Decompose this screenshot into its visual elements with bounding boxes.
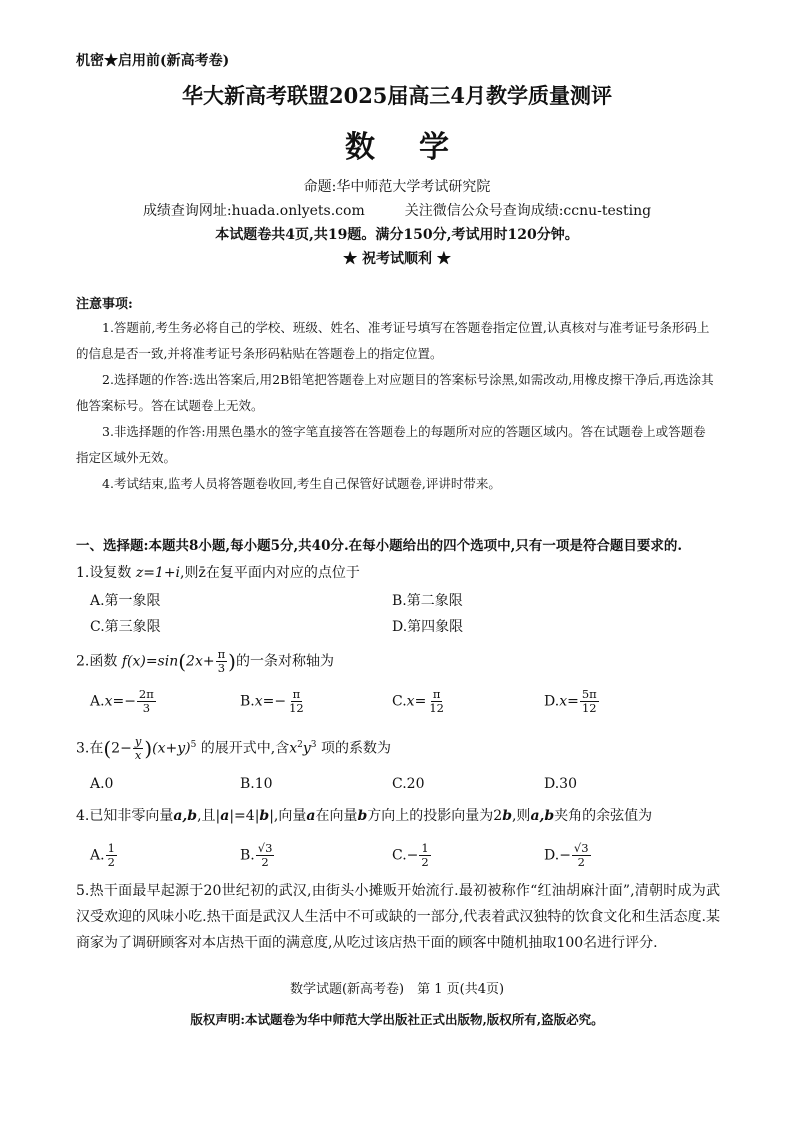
notice-item: 3.非选择题的作答:用黑色墨水的签字笔直接答在答题卷上的每题所对应的答题区域内。答在试题卷上或答题卷指定区域外无效。 xyxy=(76,424,706,465)
option-b: B.10 xyxy=(240,776,273,792)
math-expr: (x+y) xyxy=(152,740,191,757)
fraction: $\frac{y}{x}$ xyxy=(134,734,142,762)
notice-item: 1.答题前,考生务必将自己的学校、班级、姓名、准考证号填写在答题卷指定位置,认真核对与准考证号条形码上的信息是否一致,并将准考证号条形码粘贴在答题卷上的指定位置。 xyxy=(76,320,710,361)
secret-label: 机密★启用前(新高考卷) xyxy=(76,53,230,69)
section-title: 一、选择题:本题共8小题,每小题5分,共40分.在每小题给出的四个选项中,只有一项是符合题目要求的. xyxy=(76,538,683,554)
option-c: C.第三象限 xyxy=(90,619,161,635)
setter-line: 命题:华中师范大学考试研究院 xyxy=(303,179,491,195)
question-text: 项的系数为 xyxy=(320,740,391,757)
question-number: 1. xyxy=(76,565,90,581)
question-2: 2.函数 f(x)=sin(2x+ $\frac{\pi}{3}$ )的一条对称轴为 xyxy=(76,647,334,675)
score-site: 成绩查询网址:huada.onlyets.com xyxy=(142,203,365,219)
question-text: ,则z̄在复平面内对应的点位于 xyxy=(180,565,360,581)
question-5 xyxy=(76,878,720,956)
math-expr: 2− xyxy=(111,740,132,757)
option-d: D.− $\frac{√3}{2}$ xyxy=(544,841,589,869)
question-3: 3.在(2− $\frac{y}{x}$ )$(x+y)^5$ 的展开式中,含$x^2y^3$ 项的系数为 xyxy=(76,734,391,762)
copyright-notice xyxy=(0,1010,794,1028)
paper-info: 本试题卷共4页,共19题。满分150分,考试用时120分钟。 xyxy=(215,227,579,243)
math-expr: f(x)=sin xyxy=(121,653,179,670)
notice-item: 4.考试结束,监考人员将答题卷收回,考生自己保管好试题卷,评讲时带来。 xyxy=(102,476,501,491)
wish-line: ★ 祝考试顺利 ★ xyxy=(343,251,451,267)
option-c: C.− $\frac{1}{2}$ xyxy=(392,841,429,869)
page-footer: 数学试题(新高考卷) 第 1 页(共4页) xyxy=(289,982,505,997)
exam-title: 华大新高考联盟2025届高三4月教学质量测评 xyxy=(181,83,613,108)
question-text: 在 xyxy=(89,740,104,757)
option-a: A. $\frac{1}{2}$ xyxy=(90,841,115,869)
option-a: A.x=− $\frac{2\pi}{3}$ xyxy=(90,687,154,715)
question-text: 的一条对称轴为 xyxy=(235,653,334,670)
query-line xyxy=(0,200,794,220)
option-d: D.30 xyxy=(544,776,577,792)
copyright-label: 版权声明: xyxy=(190,1012,245,1027)
fraction: $\frac{\pi}{3}$ xyxy=(217,647,226,675)
option-d: D.x= $\frac{5\pi}{12}$ xyxy=(544,687,597,715)
question-number: 5. xyxy=(76,883,90,899)
math-expr: 2x+ xyxy=(186,653,215,670)
math-expr: z=1+i xyxy=(135,565,181,581)
notice-title: 注意事项: xyxy=(76,297,133,312)
option-b: B.x=− $\frac{\pi}{12}$ xyxy=(240,687,304,715)
option-a: A.0 xyxy=(90,776,114,792)
subject-title: 数学 xyxy=(345,130,493,165)
question-text: 函数 xyxy=(89,653,118,670)
option-b: B.第二象限 xyxy=(392,593,463,609)
question-text: 热干面最早起源于20世纪初的武汉,由街头小摊贩开始流行.最初被称作“红油胡麻汁面”,清朝时成为武汉受欢迎的风味小吃.热干面是武汉人生活中不可或缺的一部分,代表着武汉独特的饮食文化和生活态度.某商家为了调研顾客对本店热干面的满意度,从吃过该店热干面的顾客中随机抽取100名进行评分. xyxy=(76,883,720,951)
question-4: 4.已知非零向量a,b,且|a|=4|b|,向量a在向量b方向上的投影向量为2b,则a,b夹角的余弦值为 xyxy=(76,808,653,824)
option-a: A.第一象限 xyxy=(90,593,161,609)
question-number: 4. xyxy=(76,808,90,824)
question-number: 3. xyxy=(76,740,90,757)
option-d: D.第四象限 xyxy=(392,619,464,635)
copyright-text: 本试题卷为华中师范大学出版社正式出版物,版权所有,盗版必究。 xyxy=(244,1012,604,1027)
question-text: 设复数 xyxy=(89,565,132,581)
option-b: B. $\frac{√3}{2}$ xyxy=(240,841,273,869)
question-number: 2. xyxy=(76,653,90,670)
wechat-info: 关注微信公众号查询成绩:ccnu-testing xyxy=(404,203,652,219)
notice-item: 2.选择题的作答:选出答案后,用2B铅笔把答题卷上对应题目的答案标号涂黑,如需改动,用橡皮擦干净后,再选涂其他答案标号。答在试题卷上无效。 xyxy=(76,372,714,413)
question-1 xyxy=(76,562,360,582)
option-c: C.20 xyxy=(392,776,425,792)
question-text: 的展开式中,含 xyxy=(200,740,290,757)
option-c: C.x= $\frac{\pi}{12}$ xyxy=(392,687,444,715)
